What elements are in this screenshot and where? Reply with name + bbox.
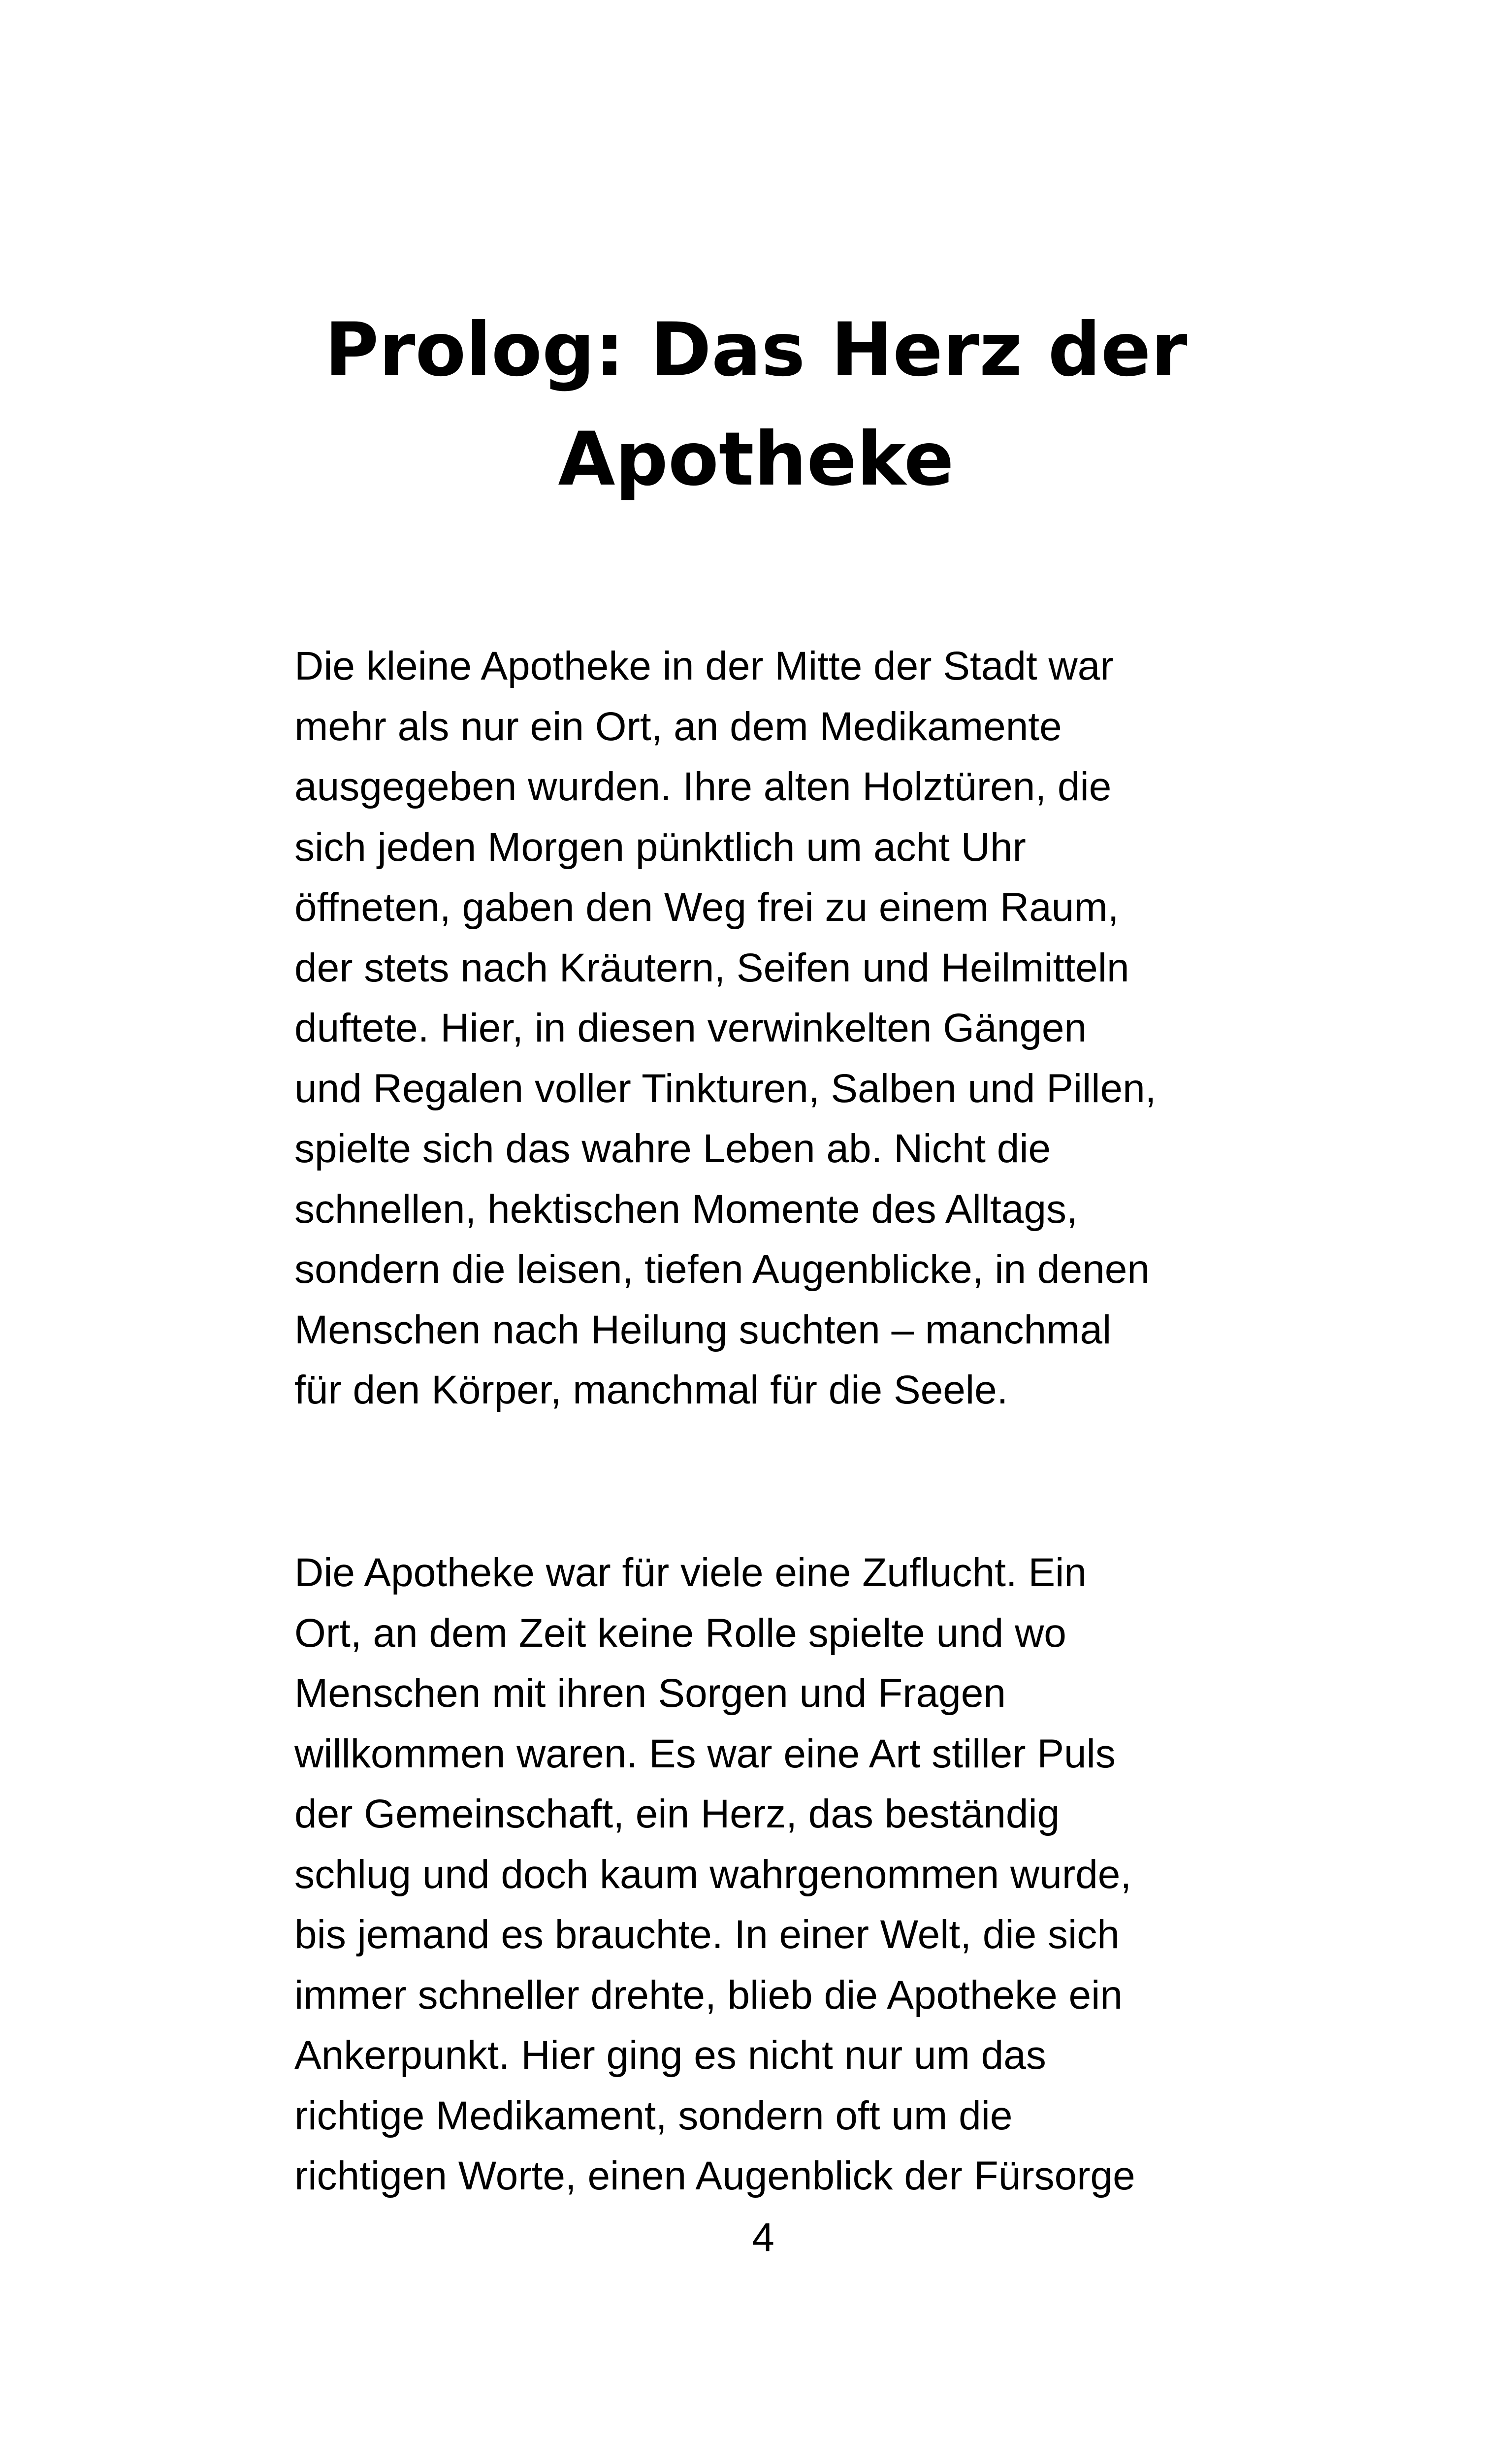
text-line: richtigen Worte, einen Augenblick der Fürsorge — [294, 2153, 1135, 2198]
text-line: sich jeden Morgen pünktlich um acht Uhr — [294, 824, 1026, 870]
text-line: richtige Medikament, sondern oft um die — [294, 2093, 1013, 2138]
text-line: der Gemeinschaft, ein Herz, das beständig — [294, 1792, 1060, 1836]
chapter-title-line: Prolog: Das Herz der — [324, 307, 1188, 393]
text-line: für den Körper, manchmal für die Seele. — [294, 1368, 1008, 1412]
text-line: Ankerpunkt. Hier ging es nicht nur um das — [294, 2033, 1046, 2078]
page-number: 4 — [752, 2215, 774, 2260]
paragraph — [294, 636, 1279, 1421]
text-line: bis jemand es brauchte. In einer Welt, die sich — [294, 1912, 1120, 1957]
text-line: Menschen mit ihren Sorgen und Fragen — [294, 1671, 1006, 1716]
text-line: und Regalen voller Tinkturen, Salben und Pillen, — [294, 1066, 1157, 1111]
text-line: Ort, an dem Zeit keine Rolle spielte und wo — [294, 1610, 1066, 1656]
text-line: schlug und doch kaum wahrgenommen wurde, — [294, 1852, 1132, 1897]
paragraph — [294, 1543, 1279, 2207]
text-line: ausgegeben wurden. Ihre alten Holztüren, die — [294, 764, 1112, 809]
text-line: schnellen, hektischen Momente des Alltags, — [294, 1186, 1078, 1232]
text-line: Menschen nach Heilung suchten – manchmal — [294, 1307, 1112, 1352]
text-line: willkommen waren. Es war eine Art stiller Puls — [294, 1731, 1116, 1776]
text-line: immer schneller drehte, blieb die Apotheke ein — [294, 1972, 1123, 2018]
text-line: mehr als nur ein Ort, an dem Medikamente — [294, 704, 1062, 749]
text-line: spielte sich das wahre Leben ab. Nicht die — [294, 1126, 1051, 1171]
chapter-title — [197, 295, 1315, 514]
text-line: duftete. Hier, in diesen verwinkelten Gängen — [294, 1006, 1087, 1050]
text-line: Die Apotheke war für viele eine Zuflucht. Ein — [294, 1550, 1087, 1595]
chapter-title-line: Apotheke — [558, 417, 954, 502]
text-line: der stets nach Kräutern, Seifen und Heilmitteln — [294, 945, 1129, 990]
text-line: Die kleine Apotheke in der Mitte der Stadt war — [294, 644, 1114, 688]
text-line: öffneten, gaben den Weg frei zu einem Raum, — [294, 885, 1119, 930]
text-line: sondern die leisen, tiefen Augenblicke, in denen — [294, 1247, 1150, 1292]
